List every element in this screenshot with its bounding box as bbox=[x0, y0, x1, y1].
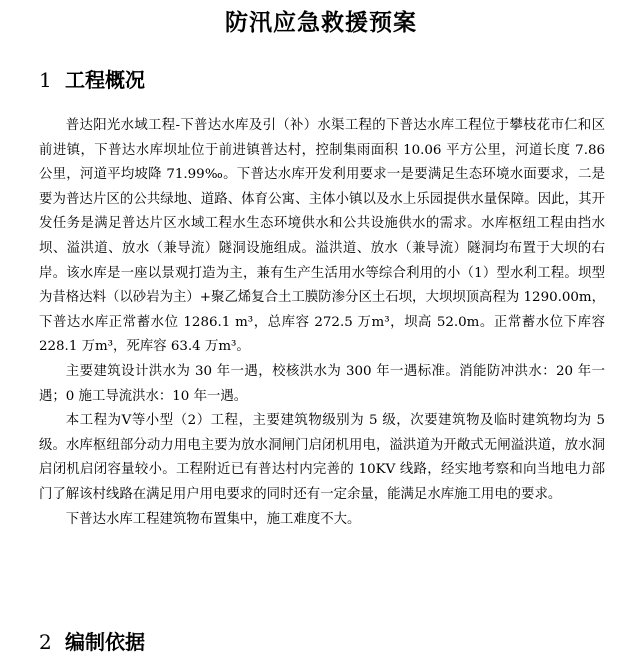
paragraph: 主要建筑设计洪水为 30 年一遇，校核洪水为 300 年一遇标准。消能防冲洪水：20 年一遇；0 施工导流洪水：10 年一遇。 bbox=[39, 363, 605, 404]
paragraph: 本工程为Ⅴ等小型（2）工程，主要建筑物级别为 5 级，次要建筑物及临时建筑物均为 5 级。水库枢纽部分动力用电主要为放水洞闸门启闭机用电，溢洪道为开敞式无闸溢洪道，放水洞启闭机启闭容量较小。工程附近已有普达村内完善的 10KV 线路，经实地考察和向当地电力部门了解该村线路在满足用户用电要求的同时还有一定余量，能满足水库施工用电的要求。 bbox=[39, 413, 605, 502]
document-title: 防汛应急救援预案 bbox=[225, 9, 417, 36]
section-title: 编制依据 bbox=[65, 630, 145, 654]
section-title: 工程概况 bbox=[65, 68, 145, 92]
section-number: 2 bbox=[39, 630, 52, 654]
paragraph: 普达阳光水域工程-下普达水库及引（补）水渠工程的下普达水库工程位于攀枝花市仁和区前进镇，下普达水库坝址位于前进镇普达村，控制集雨面积 10.06 平方公里，河道长度 7.86 公里，河道平均坡降 71.99‰。下普达水库开发利用要求一是要满足生态环境水面要求，二是要为普达片区的公共绿地、道路、体育公寓、主体小镇以及水上乐园提供水量保障。因此，其开发任务是满足普达片区水域工程水生态环境供水和公共设施供水的需求。水库枢纽工程由挡水坝、溢洪道、放水（兼导流）隧洞设施组成。溢洪道、放水（兼导流）隧洞均布置于大坝的右岸。该水库是一座以景观打造为主，兼有生产生活用水等综合利用的小（1）型水利工程。坝型为昔格达料（以砂岩为主）+聚乙烯复合土工膜防渗分区土石坝，大坝坝顶高程为 1290.00m，下普达水库正常蓄水位 1286.1 m³，总库容 272.5 万m³，坝高 52.0m。正常蓄水位下库容 228.1 万m³，死库容 63.4 万m³。 bbox=[39, 118, 605, 355]
section-heading-2 bbox=[39, 626, 145, 655]
section-number: 1 bbox=[39, 68, 52, 92]
paragraph: 下普达水库工程建筑物布置集中，施工难度不大。 bbox=[65, 511, 361, 527]
section-heading-1 bbox=[39, 64, 145, 93]
section-body bbox=[39, 114, 605, 532]
